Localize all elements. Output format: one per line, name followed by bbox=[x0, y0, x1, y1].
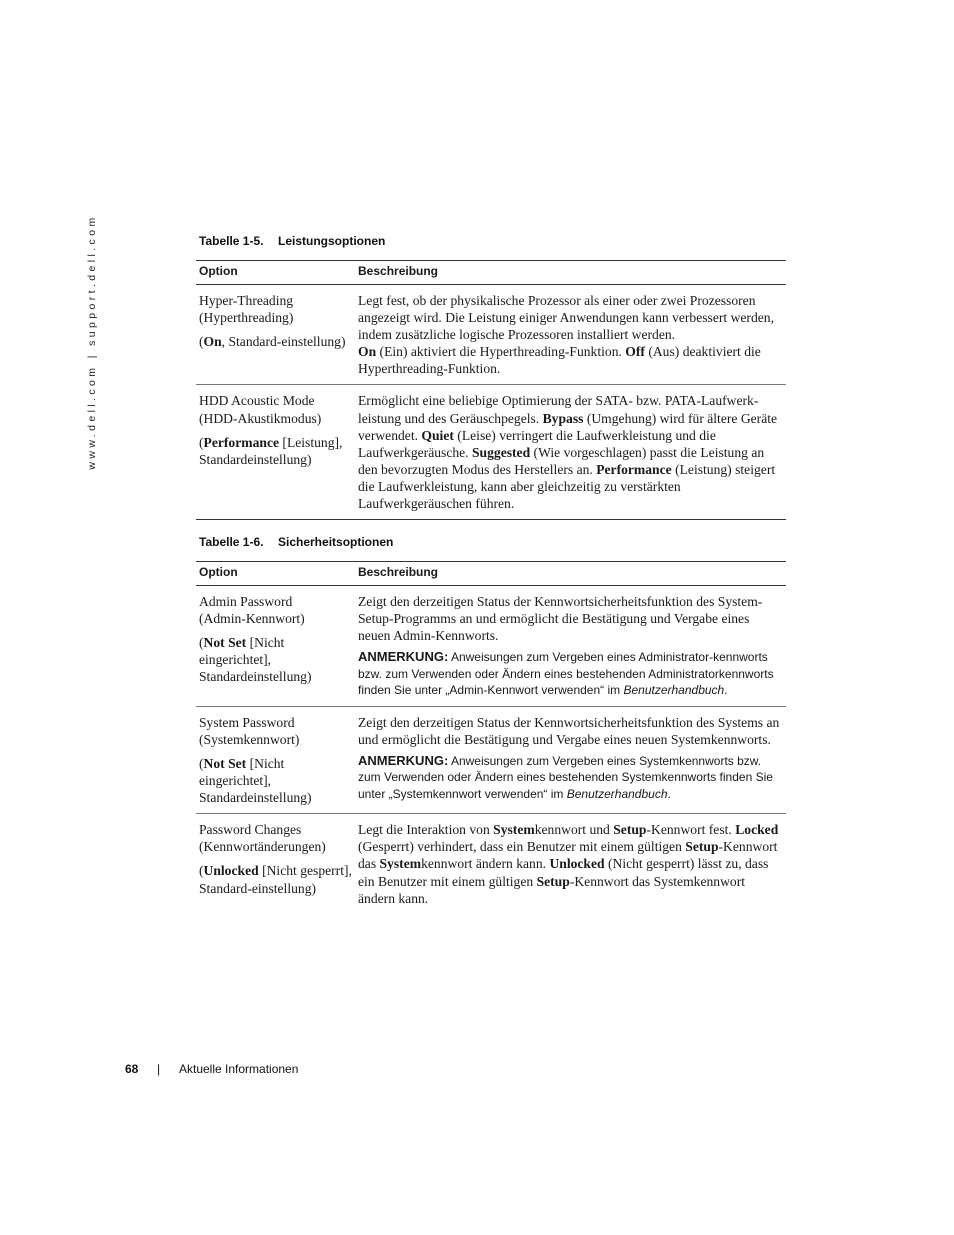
table-header-row bbox=[196, 261, 786, 285]
description-cell bbox=[355, 814, 786, 914]
option-translation: (Admin-Kennwort) bbox=[199, 611, 305, 627]
option-cell bbox=[196, 814, 355, 914]
option-default: (Not Set [Nicht eingerichtet], Standardeinstellung) bbox=[199, 635, 312, 685]
option-cell bbox=[196, 385, 355, 520]
description-cell bbox=[355, 706, 786, 813]
column-header-option: Option bbox=[196, 261, 355, 285]
option-name: Hyper-Threading bbox=[199, 293, 294, 308]
description-cell bbox=[355, 285, 786, 385]
option-default: (Unlocked [Nicht gesperrt], Standard-einstellung) bbox=[199, 863, 352, 896]
performance-options-table bbox=[196, 260, 786, 520]
option-translation: (HDD-Akustikmodus) bbox=[199, 410, 322, 426]
sidebar-url bbox=[82, 214, 102, 470]
option-cell bbox=[196, 586, 355, 707]
table2-caption-title: Sicherheitsoptionen bbox=[278, 535, 394, 549]
option-cell bbox=[196, 706, 355, 813]
table-row bbox=[196, 706, 786, 813]
option-translation: (Hyperthreading) bbox=[199, 310, 294, 326]
footer-title: Aktuelle Informationen bbox=[179, 1062, 299, 1076]
option-name: HDD Acoustic Mode bbox=[199, 393, 315, 409]
note-text: ANMERKUNG: Anweisungen zum Vergeben eines Systemkennworts bzw. zum Verwenden oder Ändern eines bestehenden Systemkennworts finden Sie unter „Systemkennwort verwenden“ im Benutzerhandbuch. bbox=[358, 752, 773, 801]
option-cell bbox=[196, 285, 355, 385]
column-header-option: Option bbox=[196, 562, 355, 586]
table-header-row bbox=[196, 562, 786, 586]
table1-caption-title: Leistungsoptionen bbox=[278, 234, 386, 248]
table-row bbox=[196, 285, 786, 385]
table2-caption bbox=[199, 535, 393, 549]
table1-caption bbox=[199, 234, 385, 248]
option-default: (Performance [Leistung], Standardeinstellung) bbox=[199, 434, 343, 467]
column-header-description: Beschreibung bbox=[355, 562, 786, 586]
table-row bbox=[196, 385, 786, 520]
table1-caption-number: Tabelle 1-5. bbox=[199, 234, 264, 248]
description-cell bbox=[355, 586, 786, 707]
option-translation: (Systemkennwort) bbox=[199, 731, 300, 747]
description-text: Legt fest, ob der physikalische Prozessor als einer oder zwei Prozessoren angezeigt wird. Die Leistung einiger Anwendungen kann verbessert werden, indem zusätzliche logische Prozessoren installiert werden. On (Ein) aktiviert die Hyperthreading-Funktion. Off (Aus) deaktiviert die Hyperthreading-Funktion. bbox=[358, 293, 774, 377]
option-name: Admin Password bbox=[199, 594, 293, 609]
option-translation: (Kennwortänderungen) bbox=[199, 839, 326, 855]
option-default: (Not Set [Nicht eingerichtet], Standardeinstellung) bbox=[199, 755, 312, 806]
description-text: Zeigt den derzeitigen Status der Kennwortsicherheitsfunktion des System-Setup-Programms an und ermöglicht die Bestätigung und Vergabe eines neuen Admin-Kennworts. bbox=[358, 594, 763, 644]
page-number: 68 bbox=[125, 1062, 139, 1076]
description-text: Zeigt den derzeitigen Status der Kennwortsicherheitsfunktion des Systems an und ermöglicht die Bestätigung und Vergabe eines neuen Systemkennworts. bbox=[358, 714, 780, 747]
description-text: Ermöglicht eine beliebige Optimierung der SATA- bzw. PATA-Laufwerk-leistung und des Geräuschpegels. Bypass (Umgehung) wird für ältere Geräte verwendet. Quiet (Leise) verringert die Laufwerkleistung und die Laufwerkgeräusche. Suggested (Wie vorgeschlagen) passt die Leistung an den bevorzugten Modus des Herstellers an. Performance (Leistung) steigert die Laufwerkleistung, kann aber gleichzeitig zu verstärkten Laufwerkgeräuschen führen. bbox=[358, 393, 778, 512]
table-row bbox=[196, 814, 786, 914]
option-default: (On, Standard-einstellung) bbox=[199, 334, 346, 350]
sidebar-url-text: www.dell.com | support.dell.com bbox=[86, 214, 98, 470]
description-cell bbox=[355, 385, 786, 520]
table2-caption-number: Tabelle 1-6. bbox=[199, 535, 264, 549]
description-text: Legt die Interaktion von Systemkennwort und Setup-Kennwort fest. Locked (Gesperrt) verhindert, dass ein Benutzer mit einem gültigen Setup-Kennwort das Systemkennwort ändern kann. Unlocked (Nicht gesperrt) lässt zu, dass ein Benutzer mit einem gültigen Setup-Kennwort das Systemkennwort ändern kann. bbox=[358, 822, 779, 906]
option-name: Password Changes bbox=[199, 822, 302, 838]
table-row bbox=[196, 586, 786, 707]
note-text: ANMERKUNG: Anweisungen zum Vergeben eines Administrator-kennworts bzw. zum Verwenden oder Ändern eines bestehenden Administratorkennworts finden Sie unter „Admin-Kennwort verwenden“ im Benutzerhandbuch. bbox=[358, 649, 774, 698]
footer-separator: | bbox=[157, 1062, 161, 1076]
column-header-description: Beschreibung bbox=[355, 261, 786, 285]
option-name: System Password bbox=[199, 714, 295, 730]
security-options-table bbox=[196, 561, 786, 914]
